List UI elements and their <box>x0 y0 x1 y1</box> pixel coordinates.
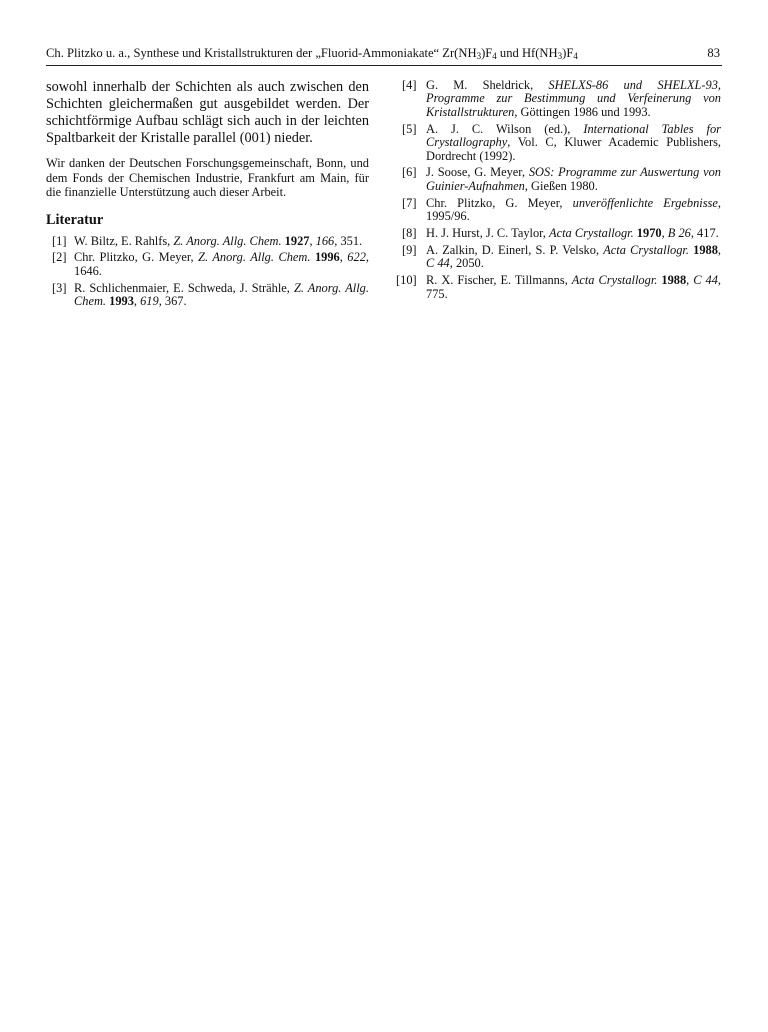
running-header <box>46 45 722 66</box>
running-title: Ch. Plitzko u. a., Synthese und Kristallstrukturen der „Fluorid-Ammoniakate“ $Zr(NH_3)F_4$ und $Hf(NH_3)F_4$ <box>46 46 578 61</box>
right-column <box>396 79 721 305</box>
reference-item: [10] R. X. Fischer, E. Tillmanns, Acta Crystallogr. 1988, C 44, 775. <box>396 273 722 301</box>
reference-item: [7] Chr. Plitzko, G. Meyer, unveröffenlichte Ergebnisse, 1995/96. <box>402 195 721 224</box>
reference-item: [1] W. Biltz, E. Rahlfs, Z. Anorg. Allg. Chem. 1927, 166, 351. <box>52 233 363 248</box>
body-paragraph: sowohl innerhalb der Schichten als auch zwischen den Schichten gleichermaßen gut ausgebildet werden. Der schichtförmige Aufbau schlägt sich auch in der leichten Spaltbarkeit der Kristalle parallel (001) nieder. <box>46 79 369 146</box>
reference-item: [8] H. J. Hurst, J. C. Taylor, Acta Crystallogr. 1970, B 26, 417. <box>402 226 719 241</box>
page-number: 83 <box>707 46 720 60</box>
reference-list-left <box>46 235 369 309</box>
reference-list-right <box>396 79 721 301</box>
reference-item: [5] A. J. C. Wilson (ed.), International Tables for Crystallography, Vol. C, Kluwer Academic Publishers, Dordrecht (1992). <box>402 121 721 163</box>
literature-heading: Literatur <box>46 211 104 228</box>
reference-item: [2] Chr. Plitzko, G. Meyer, Z. Anorg. Allg. Chem. 1996, 622, 1646. <box>52 250 369 278</box>
reference-item: [9] A. Zalkin, D. Einerl, S. P. Velsko, Acta Crystallogr. 1988, C 44, 2050. <box>402 242 722 271</box>
reference-item: [3] R. Schlichenmaier, E. Schweda, J. Strähle, Z. Anorg. Allg. Chem. 1993, 619, 367. <box>52 280 369 309</box>
reference-item: [4] G. M. Sheldrick, SHELXS-86 und SHELXL-93, Programme zur Bestimmung und Verfeinerung von Kristallstrukturen, Göttingen 1986 und 1993. <box>402 78 721 119</box>
left-column <box>46 79 369 312</box>
reference-item: [6] J. Soose, G. Meyer, SOS: Programme zur Auswertung von Guinier-Aufnahmen, Gießen 1980. <box>402 165 722 193</box>
acknowledgement: Wir danken der Deutschen Forschungsgemeinschaft, Bonn, und dem Fonds der Chemischen Industrie, Frankfurt am Main, für die finanzielle Unterstützung auch dieser Arbeit. <box>46 156 369 199</box>
